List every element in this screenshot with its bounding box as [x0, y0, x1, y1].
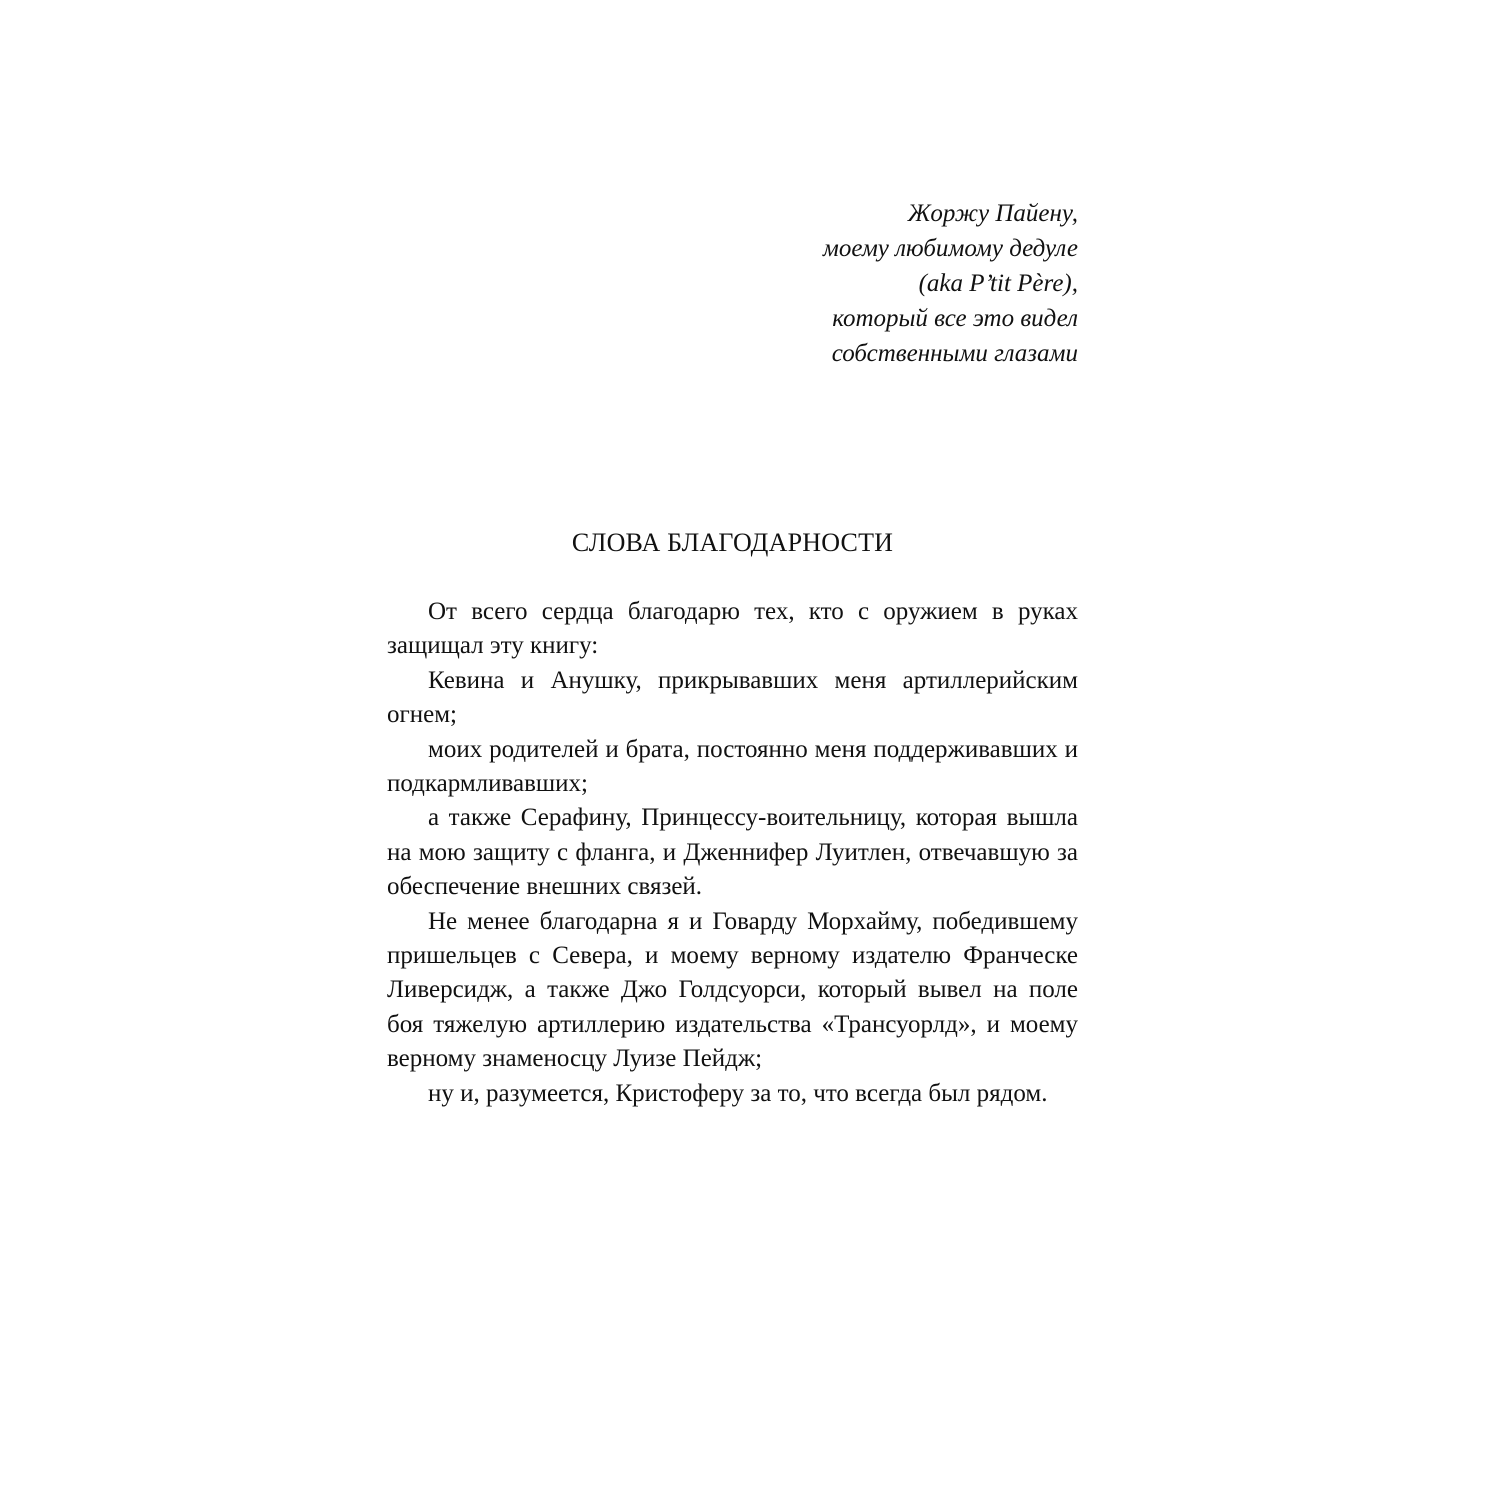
acknowledgements-paragraph: а также Серафину, Принцессу-воительницу, которая вышла на мою защиту с фланга, и Дженнифер Луитлен, отвечавшую за обеспечение внешних связей. [387, 804, 1078, 901]
dedication-line: Жоржу Пайену, [907, 200, 1078, 227]
acknowledgements-paragraph: Кевина и Анушку, прикрывавших меня артиллерийским огнем; [387, 666, 1078, 729]
acknowledgements-paragraph: От всего сердца благодарю тех, кто с оружием в руках защищал эту книгу: [387, 598, 1078, 660]
acknowledgements-paragraph: Не менее благодарна я и Говарду Морхайму, победившему пришельцев с Севера, и моему верному издателю Франческе Ливерсидж, а также Джо Голдсуорси, который вывел на поле боя тяжелую артиллерию издательства «Трансуорлд», и моему верному знаменосцу Луизе Пейдж; [387, 907, 1078, 1073]
acknowledgements-paragraph: ну и, разумеется, Кристоферу за то, что всегда был рядом. [428, 1079, 1048, 1107]
acknowledgements-paragraph: моих родителей и брата, постоянно меня поддерживавших и подкармливавших; [387, 735, 1078, 798]
dedication-line: (aka P’tit Père), [918, 270, 1078, 297]
dedication-line: собственными глазами [831, 340, 1078, 367]
acknowledgements-body [387, 595, 1078, 1111]
acknowledgements-title: СЛОВА БЛАГОДАРНОСТИ [571, 528, 894, 557]
dedication-line: который все это видел [832, 305, 1078, 332]
dedication-line: моему любимому дедуле [822, 235, 1078, 262]
dedication [658, 196, 1078, 371]
